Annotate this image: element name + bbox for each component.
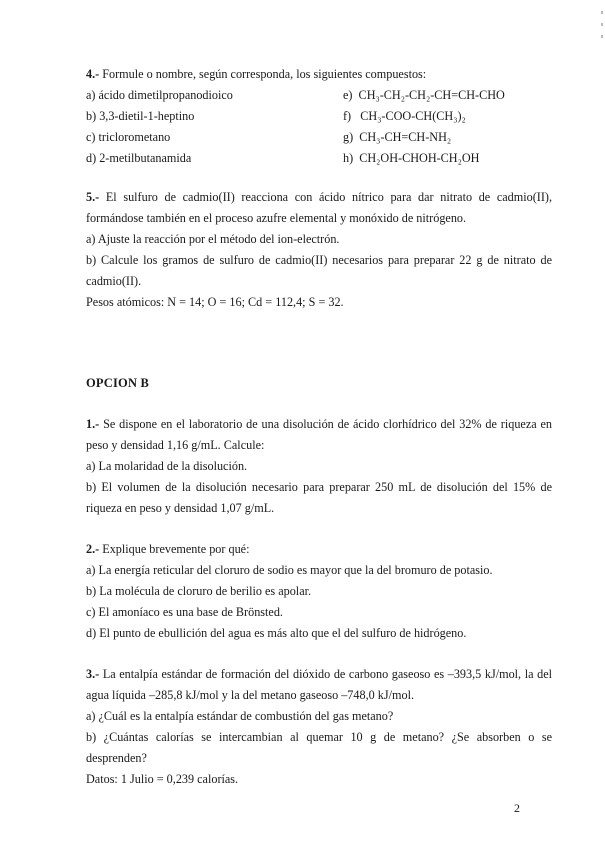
b2-part-a: a) La energía reticular del cloruro de sodio es mayor que la del bromuro de potasio. [86,563,493,577]
q4-text: Formule o nombre, según corresponda, los siguientes compuestos: [102,67,427,81]
q5-part-b-line1: b) Calcule los gramos de sulfuro de cadmio(II) necesarios para preparar 22 g de nitrato de [86,253,552,267]
b3-text-1: La entalpía estándar de formación del dióxido de carbono gaseoso es –393,5 kJ/mol, la del [102,667,552,681]
q4-statement [86,66,426,82]
b1-line1 [86,416,552,432]
q5-part-a: a) Ajuste la reacción por el método del ion-electrón. [86,232,340,246]
q5-text-1: El sulfuro de cadmio(II) reacciona con ácido nítrico para dar nitrato de cadmio(II), [105,190,553,204]
b3-data: Datos: 1 Julio = 0,239 calorías. [86,772,239,786]
b3-part-b-line1: b) ¿Cuántas calorías se intercambian al quemar 10 g de metano? ¿Se absorben o se [86,730,552,744]
b1-part-b-line1: b) El volumen de la disolución necesario para preparar 250 mL de disolución del 15% de [86,480,552,494]
q4-item-h: h) CH₂OH-CHOH-CH₂OH [343,151,480,165]
b1-text-1: Se dispone en el laboratorio de una disolución de ácido clorhídrico del 32% de riqueza en [103,417,553,431]
b1-line2: peso y densidad 1,16 g/mL. Calcule: [86,438,265,452]
q4-item-e: e) CH₃-CH₂-CH₂-CH=CH-CHO [343,88,505,102]
b2-part-d: d) El punto de ebullición del agua es más alto que el del sulfuro de hidrógeno. [86,626,467,640]
b2-statement [86,541,249,557]
q4-item-c: c) triclorometano [86,130,171,144]
q4-item-d: d) 2-metilbutanamida [86,151,192,165]
b1-number: 1.- [86,417,100,431]
q5-part-b-line2: cadmio(II). [86,274,142,288]
b2-part-b: b) La molécula de cloruro de berilio es apolar. [86,584,312,598]
b3-line1 [86,666,552,682]
b3-part-b-line2: desprenden? [86,751,147,765]
b1-part-a: a) La molaridad de la disolución. [86,459,248,473]
b2-number: 2.- [86,542,100,556]
b3-line2: agua líquida –285,8 kJ/mol y la del metano gaseoso –748,0 kJ/mol. [86,688,415,702]
b1-part-b-line2: riqueza en peso y densidad 1,07 g/mL. [86,501,275,515]
q4-item-b: b) 3,3-dietil-1-heptino [86,109,195,123]
page-number: 2 [514,801,520,815]
b2-text: Explique brevemente por qué: [102,542,250,556]
q4-item-f: f) CH₃-COO-CH(CH₃)₂ [343,109,466,123]
b3-part-a: a) ¿Cuál es la entalpía estándar de combustión del gas metano? [86,709,394,723]
q5-atomic-weights: Pesos atómicos: N = 14; O = 16; Cd = 112,4; S = 32. [86,295,344,309]
q5-line2: formándose también en el proceso azufre elemental y monóxido de nitrógeno. [86,211,467,225]
option-b-heading: OPCION B [86,376,150,390]
q5-line1 [86,189,552,205]
b3-number: 3.- [86,667,100,681]
scan-edge-marks [600,2,604,62]
q4-item-a: a) ácido dimetilpropanodioico [86,88,233,102]
q4-item-g: g) CH₃-CH=CH-NH₂ [343,130,452,144]
q4-number: 4.- [86,67,100,81]
q5-number: 5.- [86,190,100,204]
b2-part-c: c) El amoníaco es una base de Brönsted. [86,605,283,619]
